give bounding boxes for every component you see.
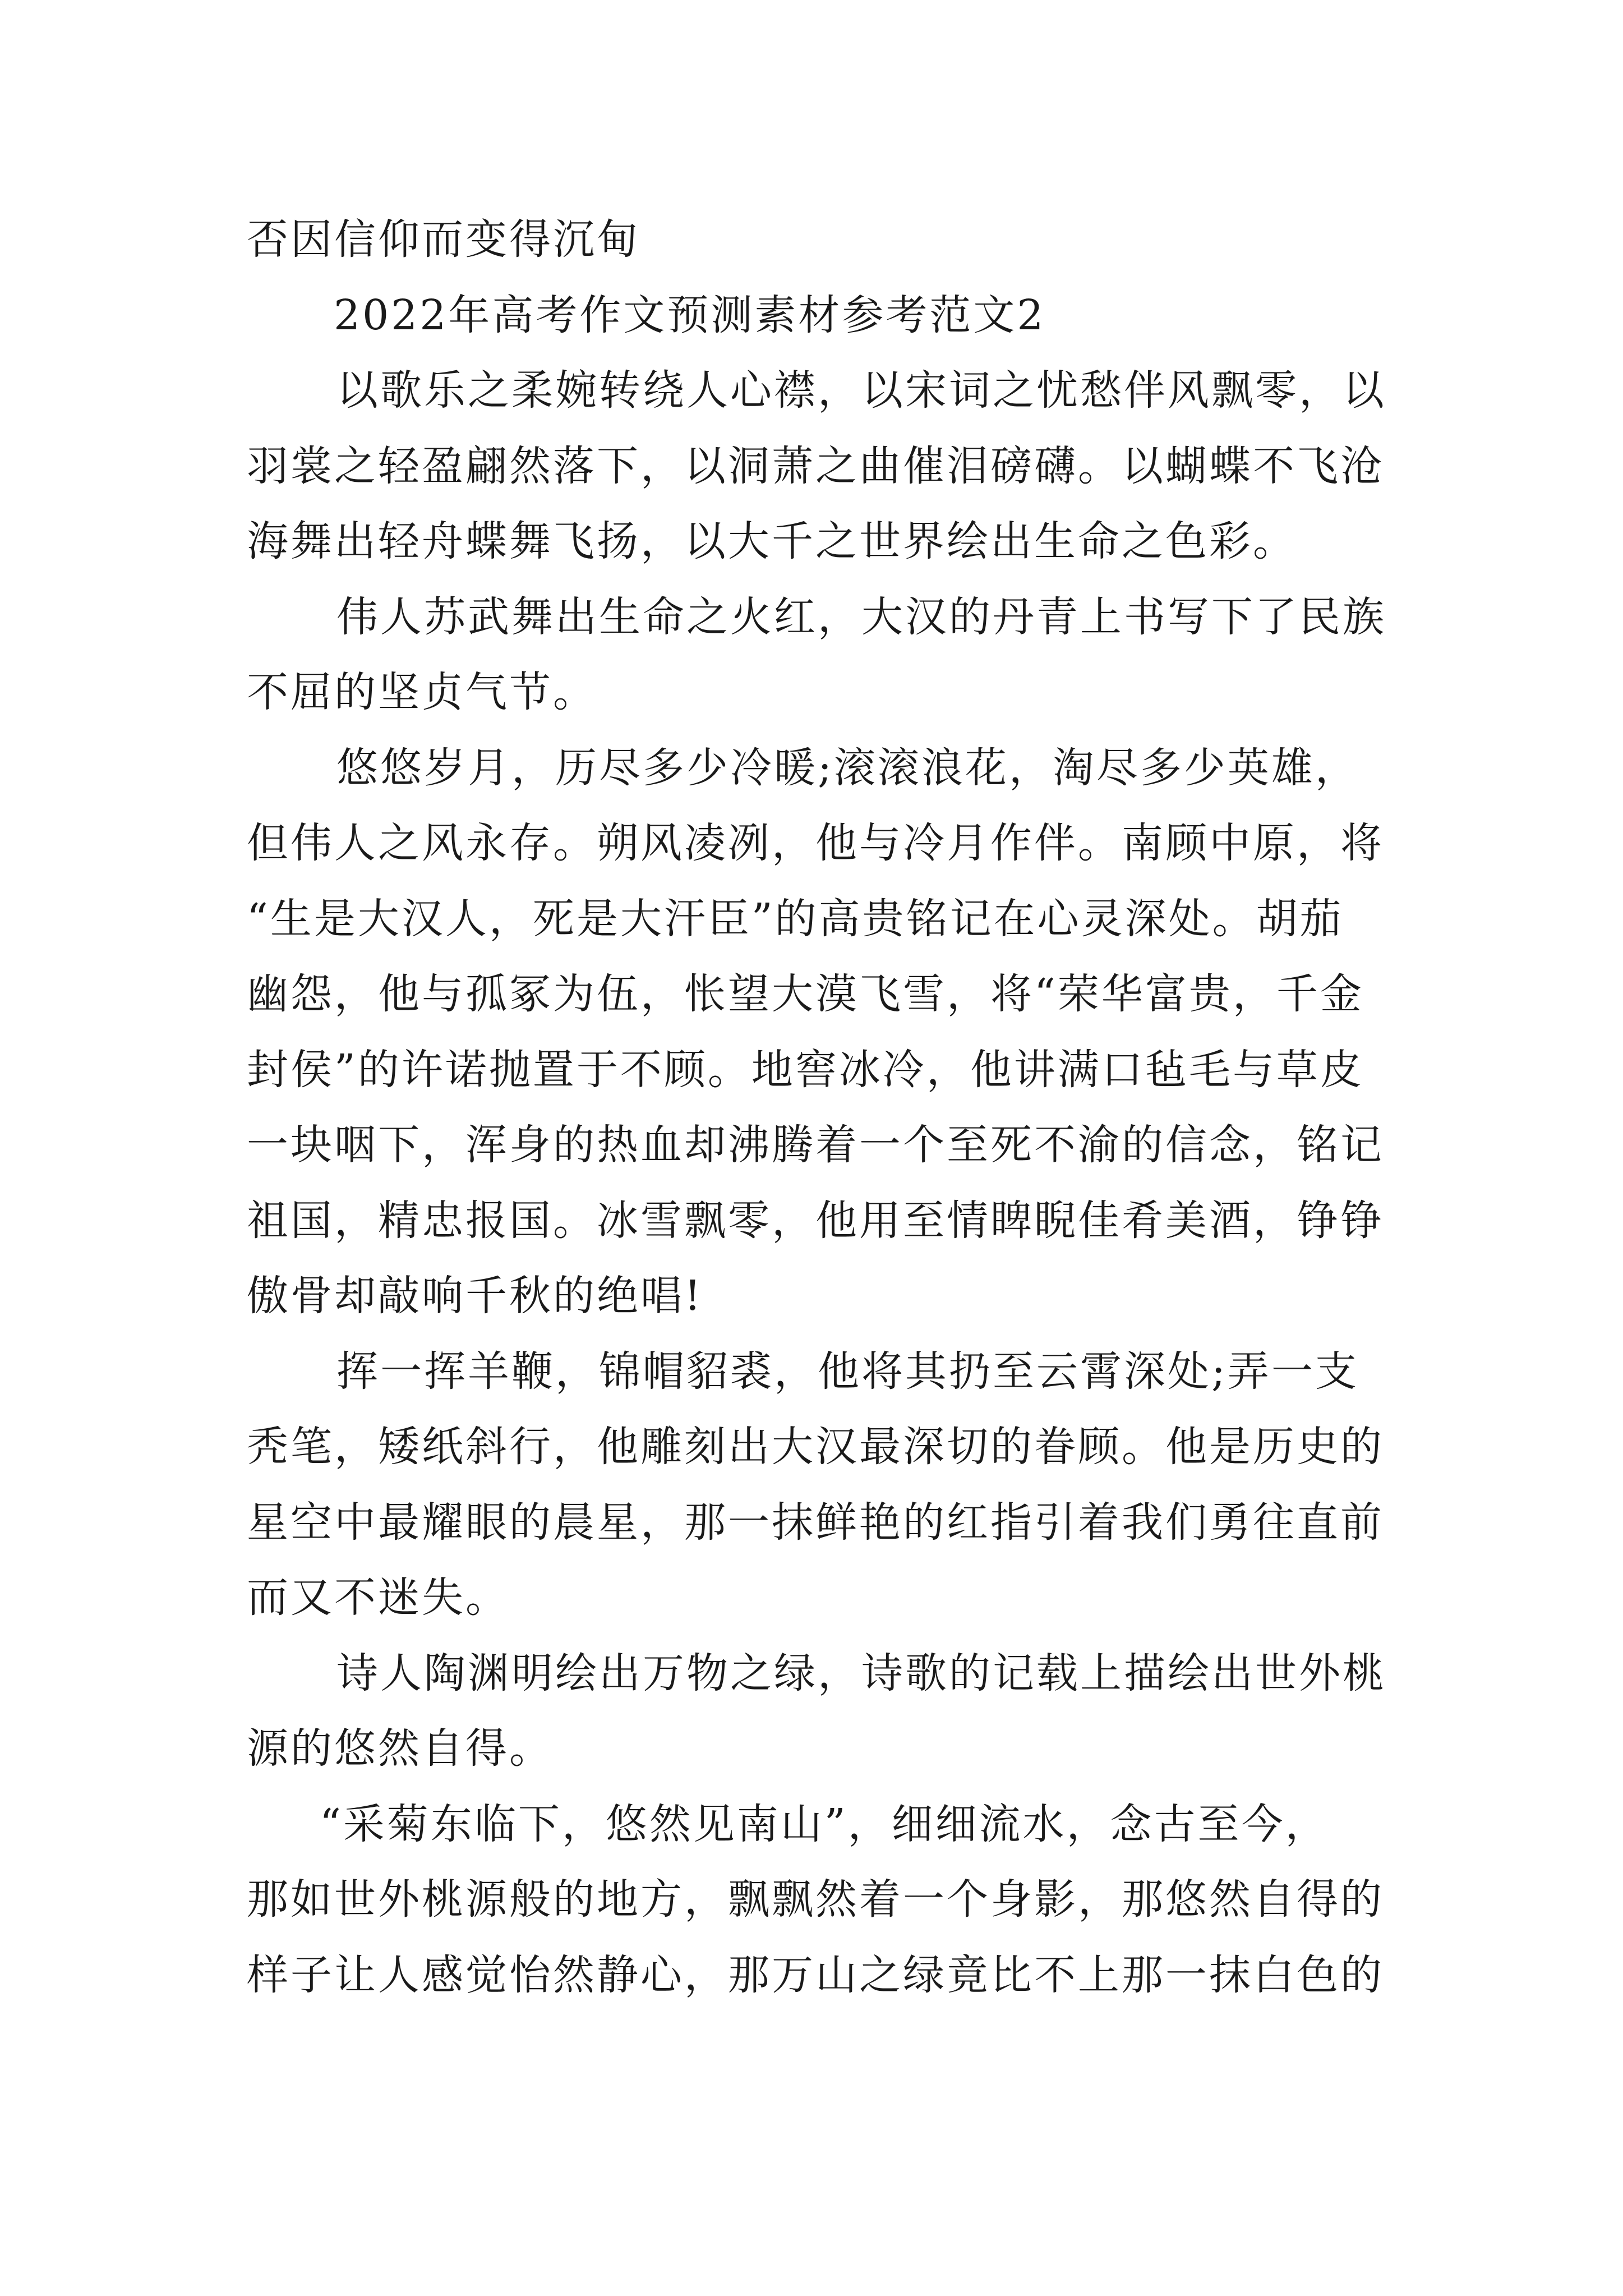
text-line: 否因信仰而变得沉甸 — [247, 215, 640, 264]
paragraph-line: 羽裳之轻盈翩然落下，以洞萧之曲催泪磅礴。以蝴蝶不飞沧 — [247, 441, 1384, 490]
paragraph-line: 星空中最耀眼的晨星，那一抹鲜艳的红指引着我们勇往直前 — [247, 1498, 1384, 1547]
paragraph-line: 傲骨却敲响千秋的绝唱! — [247, 1272, 703, 1320]
paragraph-line: 悠悠岁月，历尽多少冷暖;滚滚浪花，淘尽多少英雄， — [336, 743, 1359, 792]
paragraph-line: 伟人苏武舞出生命之火红，大汉的丹青上书写下了民族 — [336, 592, 1386, 641]
paragraph-line: “采菊东临下，悠然见南山”，细细流水，念古至今， — [320, 1800, 1329, 1848]
paragraph-line: 幽怨，他与孤冢为伍，怅望大漠飞雪，将“荣华富贵，千金 — [247, 970, 1364, 1018]
paragraph-line: 那如世外桃源般的地方，飘飘然着一个身影，那悠然自得的 — [247, 1875, 1384, 1924]
paragraph-line: 而又不迷失。 — [247, 1573, 509, 1622]
paragraph-line: 秃笔，矮纸斜行，他雕刻出大汉最深切的眷顾。他是历史的 — [247, 1423, 1384, 1471]
paragraph-line: 海舞出轻舟蝶舞飞扬，以大千之世界绘出生命之色彩。 — [247, 517, 1297, 565]
paragraph-line: “生是大汉人，死是大汗臣”的高贵铭记在心灵深处。胡茄 — [247, 894, 1344, 943]
body-text — [247, 202, 1386, 2013]
paragraph-line: 诗人陶渊明绘出万物之绿，诗歌的记载上描绘出世外桃 — [336, 1649, 1386, 1697]
paragraph-line: 不屈的坚贞气节。 — [247, 668, 597, 716]
paragraph-line: 源的悠然自得。 — [247, 1724, 553, 1773]
paragraph-line: 以歌乐之柔婉转绕人心襟，以宋词之忧愁伴风飘零，以 — [336, 366, 1386, 415]
section-title: 2022年高考作文预测素材参考范文2 — [334, 291, 1046, 339]
paragraph-line: 挥一挥羊鞭，锦帽貂裘，他将其扔至云霄深处;弄一支 — [336, 1347, 1359, 1396]
paragraph-line: 但伟人之风永存。朔风凌冽，他与冷月作伴。南顾中原，将 — [247, 819, 1384, 867]
paragraph-line: 一块咽下，浑身的热血却沸腾着一个至死不渝的信念，铭记 — [247, 1121, 1384, 1169]
paragraph-line: 祖国，精忠报国。冰雪飘零，他用至情睥睨佳肴美酒，铮铮 — [247, 1196, 1384, 1245]
paragraph-line: 样子让人感觉怡然静心，那万山之绿竟比不上那一抹白色的 — [247, 1950, 1384, 1999]
paragraph-line: 封侯”的许诺抛置于不顾。地窖冰冷，他讲满口毡毛与草皮 — [247, 1045, 1364, 1094]
